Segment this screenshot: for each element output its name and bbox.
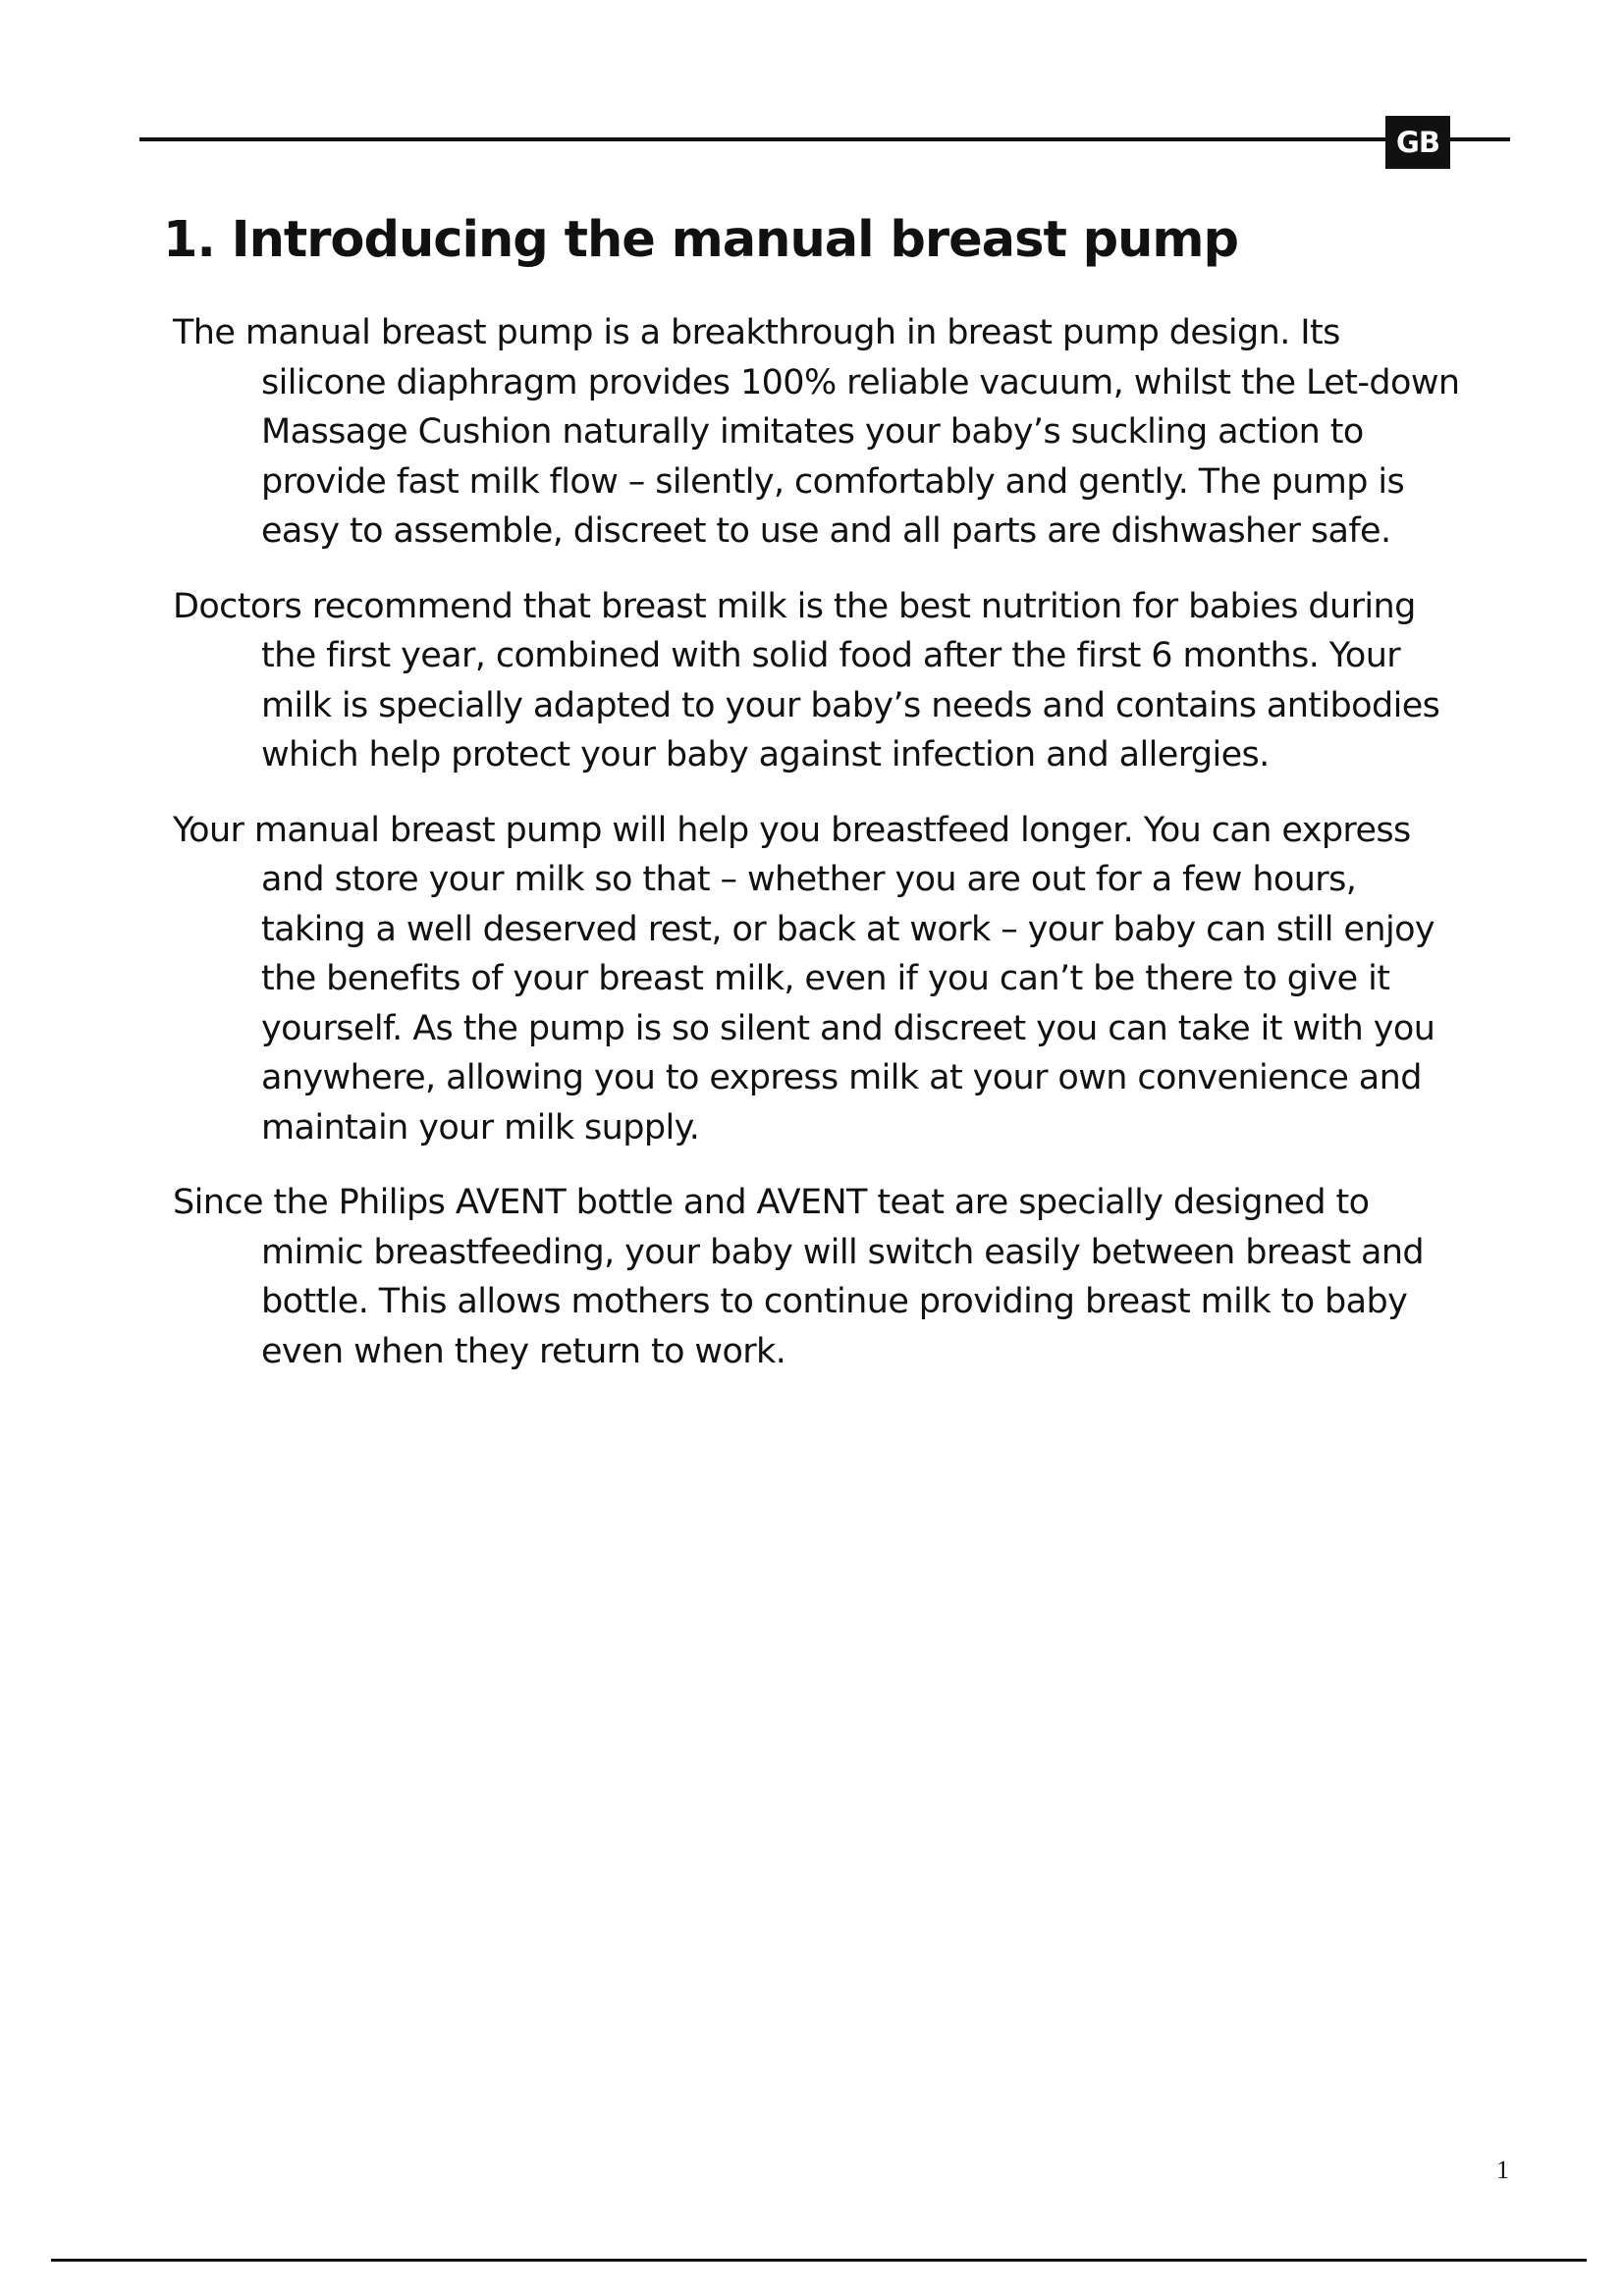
paragraph-nutrition: Doctors recommend that breast milk is the best nutrition for babies during the first year, combined with solid food after the first 6 months. Your milk is specially adapted to your baby’s needs and contains antibodies which help protect your baby against infection and allergies. (173, 586, 1440, 774)
body-text (173, 308, 1469, 1402)
paragraph-intro: The manual breast pump is a breakthrough in breast pump design. Its silicone diaphragm provides 100% reliable vacuum, whilst the Let-down Massage Cushion naturally imitates your baby’s suckling action to provide fast milk flow – silently, comfortably and gently. The pump is easy to assemble, discreet to use and all parts are dishwasher safe. (173, 313, 1460, 551)
header-rule (139, 137, 1510, 141)
paragraph-bottle-teat: Since the Philips AVENT bottle and AVENT teat are specially designed to mimic breastfeeding, your baby will switch easily between breast and bottle. This allows mothers to continue providing breast milk to baby even when they return to work. (173, 1183, 1425, 1371)
language-badge: GB (1385, 116, 1450, 169)
paragraph-breastfeed-longer: Your manual breast pump will help you breastfeed longer. You can express and store your milk so that – whether you are out for a few hours, taking a well deserved rest, or back at work – your baby can still enjoy the benefits of your breast milk, even if you can’t be there to give it yourself. As the pump is so silent and discreet you can take it with you anywhere, allowing you to express milk at your own convenience and maintain your milk supply. (173, 810, 1435, 1148)
footer-rule (51, 2259, 1587, 2262)
page-number: 1 (1496, 2156, 1509, 2184)
page-title: 1. Introducing the manual breast pump (163, 211, 1239, 269)
